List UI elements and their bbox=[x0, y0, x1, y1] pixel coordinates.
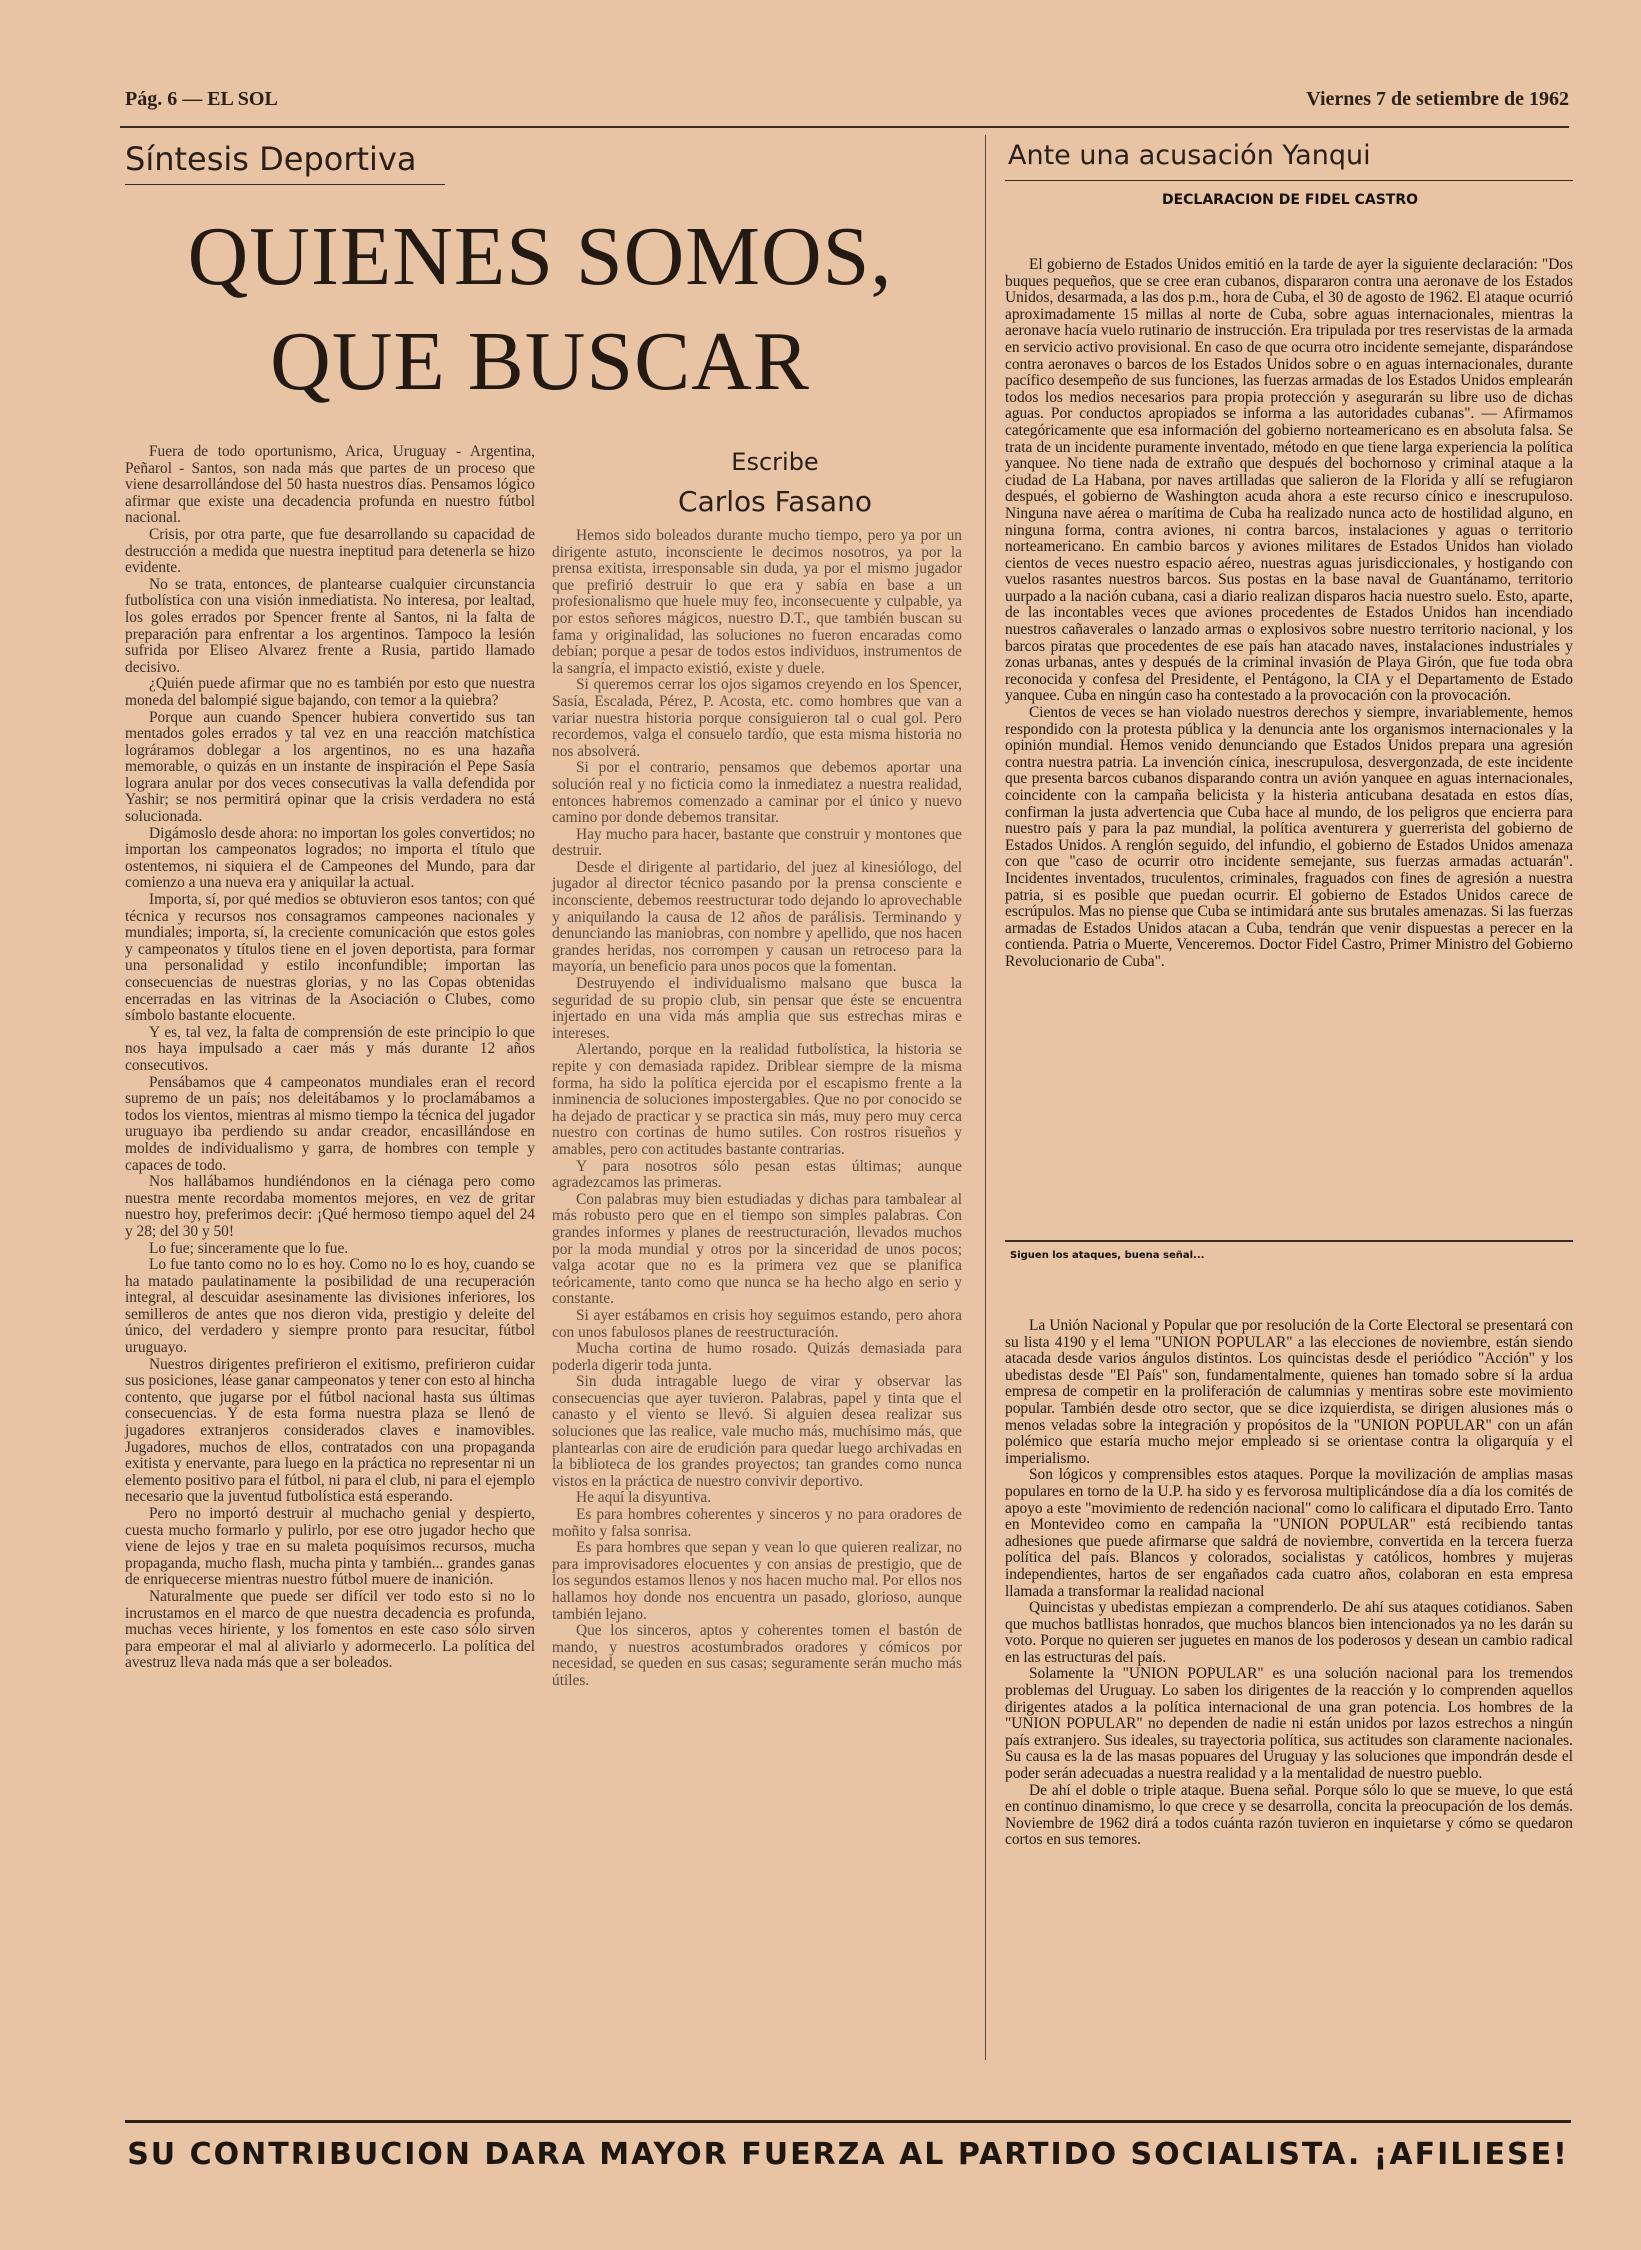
section-title-left: Síntesis Deportiva bbox=[125, 140, 417, 178]
declaration-text bbox=[1005, 257, 1573, 971]
section-underline bbox=[125, 184, 445, 185]
paragraph: Pensábamos que 4 campeonatos mundiales eran el record supremo de un país; nos deleitábamos y lo proclamábamos a todos los vientos, mientras al mismo tiempo la técnica del jugador uruguayo iba perdiendo su andar creador, encasillándose en moldes de individualismo y garra, de hombres con temple y capaces de todo. bbox=[125, 1073, 535, 1174]
byline-prefix: Escribe bbox=[731, 448, 819, 476]
paragraph: Digámoslo desde ahora: no importan los goles convertidos; no importan los campeonatos logrados; no importa el título que ostentemos, ni siquiera el de Campeones del Mundo, para dar comienzo a una nueva era y aniquilar la actual. bbox=[125, 824, 535, 892]
headline-line-1: QUIENES SOMOS, bbox=[187, 210, 893, 303]
union-popular-text bbox=[1005, 1318, 1573, 1849]
union-popular-article bbox=[1005, 1318, 1573, 2093]
column-1-body bbox=[125, 444, 535, 1672]
paragraph: Pero no importó destruir al muchacho genial y despierto, cuesta mucho formarlo y pulirlo, por ese otro jugador hecho que viene de lejos y trae en su maleta poquísimos recursos, mucha propaganda, mucho flash, mucha pinta y también... grandes ganas de enriquecerse mientras nuestro fútbol muere de inanición. bbox=[125, 1505, 535, 1589]
page-number: Pág. 6 — EL SOL bbox=[125, 88, 278, 110]
paragraph: Alertando, porque en la realidad futbolística, la historia se repite y con demasiada rapidez. Driblear siempre de la misma forma, ha sido la política ejercida por el escapismo frente a la inminencia de soluciones impostergables. Que no por conocido se ha dejado de practicar y se practica sin más, muy pero muy cerca nuestro con cortinas de humo sutiles. Con rostros risueños y amables, pero con actitudes bastante contrarias. bbox=[552, 1041, 962, 1158]
paragraph: Si queremos cerrar los ojos sigamos creyendo en los Spencer, Sasía, Escalada, Pérez, P. Acosta, etc. como hombres que van a variar nuestra historia porque consiguieron tal o cual gol. Pero recordemos, valga el consuelo tardío, que esta misma historia no nos absolverá. bbox=[552, 676, 962, 760]
headline-line-2: QUE BUSCAR bbox=[270, 315, 810, 408]
paragraph: Si por el contrario, pensamos que debemos aportar una solución real y no ficticia como la inmediatez a nuestra realidad, entonces habremos comenzado a caminar por el único y nuevo camino por donde debemos transitar. bbox=[552, 759, 962, 827]
paragraph: Importa, sí, por qué medios se obtuvieron esos tantos; con qué técnica y recursos nos consagramos campeones nacionales y mundiales; importa, sí, la creciente comunicación que estos goles y campeonatos y títulos tiene en el joven deportista, para formar una personalidad y estilo inconfundible; importan las consecuencias de nuestras glorias, y no las Copas obtenidas encerradas en las vitrinas de la Asociación o Clubes, como símbolo bastante elocuente. bbox=[125, 891, 535, 1025]
page-header bbox=[125, 88, 1569, 118]
paragraph: Es para hombres que sepan y vean lo que quieren realizar, no para improvisadores elocuentes y con ansias de prestigio, que de los segundos estamos llenos y nos hacen mucho mal. Por ellos nos hallamos hoy donde nos encuentra un pasado, glorioso, aunque también lejano. bbox=[552, 1539, 962, 1623]
paragraph: Desde el dirigente al partidario, del juez al kinesiólogo, del jugador al director técnico pasando por la prensa consciente e inconsciente, debemos reestructurar todo dejando lo aprovechable y aniquilando la causa de 12 años de parálisis. Terminando y denunciando las maniobras, con nombre y apellido, que nos hacen grandes heridas, nos corrompen y causan un retroceso para la mayoría, un beneficio para unos pocos que la fomentan. bbox=[552, 858, 962, 976]
paragraph: Que los sinceros, aptos y coherentes tomen el bastón de mando, y nuestros acostumbrados oradores y cómicos por necesidad, se queden en sus casas; seguramente serán mucho más útiles. bbox=[552, 1622, 962, 1689]
paragraph: De ahí el doble o triple ataque. Buena señal. Porque sólo lo que se mueve, lo que está en continuo dinamismo, lo que crece y se desarrolla, concita la preocupación de los demás. Noviembre de 1962 dirá a todos cuánta razón tuvieron en inquietarse y cómo se quedaron cortos en sus temores. bbox=[1005, 1781, 1573, 1849]
column-2-body bbox=[552, 528, 962, 1690]
right-section-rule bbox=[1005, 180, 1573, 181]
paragraph: Hemos sido boleados durante mucho tiempo, pero ya por un dirigente astuto, inconsciente le decimos nosotros, ya por la prensa exitista, irresponsable sin duda, ya por el mismo jugador que prefirió destruir lo que era y sabía en base a un profesionalismo que huele muy feo, inconsecuente y culpable, ya por estos señores mágicos, nuestro D.T., que también buscan su fama y originalidad, las soluciones no fueron encaradas como debían; porque a pesar de todos estos individuos, instrumentos de la sangría, el impacto existió, existe y duele. bbox=[552, 527, 962, 677]
paragraph: Mucha cortina de humo rosado. Quizás demasiada para poderla digerir toda junta. bbox=[552, 1340, 962, 1374]
issue-date: Viernes 7 de setiembre de 1962 bbox=[1306, 88, 1569, 110]
paragraph: No se trata, entonces, de plantearse cualquier circunstancia futbolística con una visión inmediatista. No interesa, por lealtad, los goles errados por Spencer frente al Santos, ni la falta de preparación para enfrentar a los argentinos. Tampoco la lesión sufrida por Eliseo Alvarez frente a Rusia, partido llamado decisivo. bbox=[125, 575, 535, 676]
paragraph: Cientos de veces se han violado nuestros derechos y siempre, invariablemente, hemos respondido con la protesta pública y la denuncia ante los organismos internacionales y la opinión mundial. Hemos venido denunciando que Estados Unidos prepara una agresión contra nuestra patria. La invención cínica, inescrupulosa, desvergonzada, de este incidente que presenta barcos cubanos disparando contra un avión yanquee en aguas internacionales, coincidente con la campaña belicista y la histeria anticubana desatada en estos días, confirman la justa advertencia que Cuba hace al mundo, de los peligros que encierra para nuestro país y para la paz mundial, la política aventurera y guerrerista del gobierno de Estados Unidos. A renglón seguido, del infundio, el gobierno de Estados Unidos amenaza con que "caso de ocurrir otro incidente semejante, sus fuerzas armadas actuarán". Incidentes inventados, truculentos, criminales, fraguados con fines de agresión a nuestra patria, si es posible que puedan ocurrir. El gobierno de Estados Unidos carece de escrúpulos. Mas no piense que Cuba se intimidará ante sus brutales amenazas. Si las fuerzas armadas de Estados Unidos atacan a Cuba, tendrán que venir dispuestas a perecer en la contienda. Patria o Muerte, Venceremos. Doctor Fidel Castro, Primer Ministro del Gobierno Revolucionario de Cuba". bbox=[1005, 704, 1573, 970]
paragraph: He aquí la disyuntiva. bbox=[576, 1489, 712, 1507]
paragraph: Y para nosotros sólo pesan estas últimas; aunque agradezcamos las primeras. bbox=[552, 1157, 962, 1192]
headline-siguen-ataques: Siguen los ataques, buena señal... bbox=[1010, 1250, 1205, 1261]
header-rule bbox=[120, 126, 1569, 128]
paragraph: Es para hombres coherentes y sinceros y no para oradores de moñito y falsa sonrisa. bbox=[552, 1506, 962, 1540]
paragraph: Solamente la "UNION POPULAR" es una solución nacional para los tremendos problemas del Uruguay. Lo saben los dirigentes de la reacción y lo comprenden aquellos dirigentes atados a la política internacional de una gran potencia. Los hombres de la "UNION POPULAR" no dependen de nadie ni están unidos por lazos estrechos a ningún país extranjero. Sus ideales, su trayectoria política, sus actitudes son claramente nacionales. Su causa es la de las masas popuares del Uruguay y las soluciones que impondrán desde el poder serán adecuadas a nuestra realidad y a la mentalidad de nuestro pueblo. bbox=[1005, 1665, 1573, 1783]
paragraph: Lo fue tanto como no lo es hoy. Como no lo es hoy, cuando se ha matado paulatinamente la posibilidad de una recuperación integral, al descuidar asesinamente las divisiones inferiores, los semilleros de antes que nos dieron vida, prestigio y deleite del único, del verdadero y siempre pronto para resucitar, fútbol uruguayo. bbox=[125, 1256, 535, 1357]
article-separator bbox=[1005, 1240, 1573, 1242]
paragraph: Lo fue; sinceramente que lo fue. bbox=[149, 1239, 349, 1257]
paragraph: Si ayer estábamos en crisis hoy seguimos estando, pero ahora con unos fabulosos planes de reestructuración. bbox=[552, 1306, 962, 1341]
declaration-body bbox=[1005, 257, 1573, 1032]
article-column-1 bbox=[125, 444, 535, 2079]
paragraph: Nos hallábamos hundiéndonos en la ciénaga pero como nuestra mente recordaba momentos mejores, en vez de gritar nuestro hoy, preferimos decir: ¡Qué hermoso tiempo aquel del 24 y 28; del 30 y 50! bbox=[125, 1173, 535, 1240]
paragraph: El gobierno de Estados Unidos emitió en la tarde de ayer la siguiente declaración: "Dos buques pequeños, que se cree eran cubanos, dispararon contra una aeronave de los Estados Unidos, desarmada, a las dos p.m., hora de Cuba, el 30 de agosto de 1962. El ataque ocurrió aproximadamente 15 millas al norte de Cuba, sobre aguas internacionales, mientras la aeronave hacía vuelo rutinario de instrucción. Era tripulada por tres reservistas de la armada en servicio activo provisional. En caso de que ocurra otro incidente semejante, disparándose contra aeronaves o barcos de los Estados Unidos sobre o en aguas internacionales, durante pacífico desempeño de sus funciones, las fuerzas armadas de los Estados Unidos emplearán todos los medios necesarios para propia protección y asegurarán su libre uso de dichas aguas. Por conductos apropiados se informa a las autoridades cubanas". — Afirmamos categóricamente que esa información del gobierno norteamericano es en absoluta falsa. Se trata de un incidente puramente inventado, método en que tiene larga experiencia la política yanquee. No tiene nada de extraño que después del bochornoso y criminal ataque a la ciudad de La Habana, por naves artilladas que salieron de la Florida y allí se refugiaron después, el gobierno de Washington acuda ahora a este recurso cínico e inescrupuloso. Ninguna nave aérea o marítima de Cuba ha realizado nunca acto de hostilidad alguno, en ninguna forma, contra aviones, ni contra barcos, instalaciones y aguas o territorio norteamericano. En cambio barcos y aviones militares de Estados Unidos han violado cientos de veces nuestro espacio aéreo, nuestras aguas jurisdiccionales, y hostigando con vuelos rasantes nuestros barcos. Sus postas en la base naval de Guantánamo, territorio uurpado a la nación cubana, casi a diario realizan disparos hacia nuestro suelo. Esto, aparte, de las incontables veces que aviones procedentes de Estados Unidos han incendiado nuestros cañaverales o lanzado armas o explosivos sobre nuestro territorio nacional, y los barcos piratas que procedentes de ese país han atacado naves, instalaciones industriales y zonas urbanas, antes y después de la criminal invasión de Playa Girón, que fue toda obra reconocida y confesa del Presidente, el Pentágono, la CIA y el Departamento de Estado yanquee. Cuba en ningún caso ha contestado a la provocación con la provocación. bbox=[1005, 256, 1573, 705]
paragraph: Son lógicos y comprensibles estos ataques. Porque la movilización de amplias masas populares en torno de la U.P. ha sido y es fervorosa multiplicándose día a día los comités de apoyo a este "movimiento de redención nacional" como lo calificara el diputado Erro. Tanto en Montevideo como en campaña la "UNION POPULAR" está recibiendo tantas adhesiones que puede afirmarse que saldrá de noviembre, convertida en la tercera fuerza política del país. Blancos y colorados, socialistas y católicos, hombres y mujeras independientes, hartos de ser engañados cada cuatro años, colaboran en esta empresa llamada a transformar la realidad nacional bbox=[1005, 1466, 1573, 1600]
paragraph: Quincistas y ubedistas empiezan a comprenderlo. De ahí sus ataques cotidianos. Saben que muchos batllistas honrados, que muchos blancos bien intencionados ya no les darán su voto. Porque no quieren ser juguetes en manos de los poderosos y desean un cambio radical en las estructuras del país. bbox=[1005, 1599, 1573, 1666]
paragraph: Naturalmente que puede ser difícil ver todo esto si no lo incrustamos en el marco de que nuestra decadencia es profunda, muchas veces hiriente, y los fomentos en este caso sólo sirven para empeorar el mal al aliviarlo y adormecerlo. La política del avestruz lleva nada más que a ser boleados. bbox=[125, 1587, 535, 1672]
footer-slogan: SU CONTRIBUCION DARA MAYOR FUERZA AL PARTIDO SOCIALISTA. ¡AFILIESE! bbox=[125, 2120, 1571, 2197]
paragraph: Sin duda intragable luego de virar y observar las consecuencias que ayer tuvieron. Palabras, papel y tinta que el canasto y el viento se llevó. Si alguien desea realizar sus soluciones que las realice, vale mucho más, muchísimo más, que plantearlas con aire de erudición para quedar luego archivadas en la biblioteca de los grandes proyectos; tan grandes como nunca vistos en la práctica de nuestro convivir deportivo. bbox=[552, 1373, 962, 1490]
byline-author: Carlos Fasano bbox=[678, 485, 872, 518]
paragraph: Y es, tal vez, la falta de comprensión de este principio lo que nos haya impulsado a caer más y más durante 12 años consecutivos. bbox=[125, 1023, 535, 1074]
headline-fidel-castro: DECLARACION DE FIDEL CASTRO bbox=[1161, 192, 1419, 208]
paragraph: Crisis, por otra parte, que fue desarrollando su capacidad de destrucción a medida que nuestra ineptitud para detenerla se hizo evidente. bbox=[125, 525, 535, 577]
section-title-right: Ante una acusación Yanqui bbox=[1008, 140, 1371, 171]
paragraph: La Unión Nacional y Popular que por resolución de la Corte Electoral se presentará con su lista 4190 y el lema "UNION POPULAR" a las elecciones de noviembre, están siendo atacada desde varios ángulos distintos. Los quincistas desde el periódico "Acción" y los ubedistas desde "El País" son, fundamentalmente, quienes han tomado sobre sí la ardua empresa de competir en la proliferación de calumnias y mentiras sobre este movimiento popular. También desde otro sector, que se dice izquierdista, se dirigen alusiones más o menos veladas sobre la integración y propósitos de la "UNION POPULAR" con un afán polémico que estaría mucho mejor empleado si se orientase contra la oligarquía y el imperialismo. bbox=[1005, 1317, 1573, 1467]
paragraph: Fuera de todo oportunismo, Arica, Uruguay - Argentina, Peñarol - Santos, son nada más que partes de un proceso que viene desarrollándose del 50 hasta nuestros días. Pensamos lógico afirmar que existe una decadencia profunda en nuestro fútbol nacional. bbox=[125, 443, 535, 527]
paragraph: Con palabras muy bien estudiadas y dichas para tambalear al más robusto pero que en el tiempo son simples palabras. Con grandes informes y planes de reestructuración, llevados muchos por la moda mundial y otros por la sinceridad de unos pocos; valga acotar que no es la primera vez que se planifica teóricamente, tanto como que nunca se ha hecho algo en serio y constante. bbox=[552, 1190, 962, 1308]
paragraph: ¿Quién puede afirmar que no es también por esto que nuestra moneda del balompié sigue bajando, con temor a la quiebra? bbox=[125, 675, 535, 709]
paragraph: Nuestros dirigentes prefirieron el exitismo, prefirieron cuidar sus posiciones, léase ganar campeonatos y tener con esto al hincha contento, que jugarse por el fútbol nacional hasta sus últimas consecuencias. Y de esta forma nuestra plaza se llenó de jugadores extranjeros considerados claves e inamovibles. Jugadores, muchos de ellos, contratados con una propaganda exitista y enervante, para luego en la práctica no representar ni un elemento positivo para el fútbol, ni para el club, ni para el ejemplo necesario que la juventud futbolística está esperando. bbox=[125, 1355, 535, 1506]
article-column-2 bbox=[552, 528, 962, 2078]
paragraph: Hay mucho para hacer, bastante que construir y montones que destruir. bbox=[552, 825, 962, 860]
column-divider bbox=[985, 135, 986, 2060]
paragraph: Destruyendo el individualismo malsano que busca la seguridad de su propio club, sin pensar que éste se encuentra injertado en una vida más amplia que sus estrechas miras e intereses. bbox=[552, 975, 962, 1042]
paragraph: Porque aun cuando Spencer hubiera convertido sus tan mentados goles errados y tal vez en una reacción matchística lográramos doblegar a los argentinos, no es una hazaña memorable, o quizás en un instante de inspiración el Pepe Sasía lograra anular por dos veces consecutivas la valla defendida por Yashir; se nos permitirá opinar que la crisis verdadera no está solucionada. bbox=[125, 708, 535, 826]
